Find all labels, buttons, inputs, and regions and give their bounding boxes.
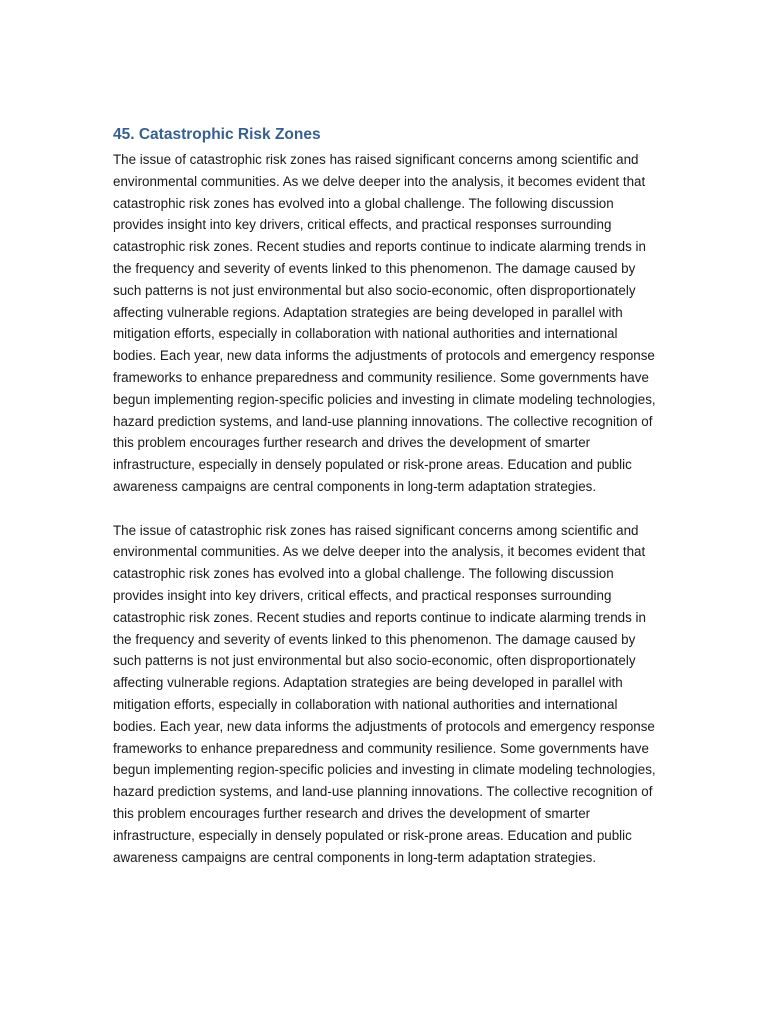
body-paragraph: The issue of catastrophic risk zones has raised significant concerns among scientific and environmental communities. As we delve deeper into the analysis, it becomes evident that catastrophic risk zones has evolved into a global challenge. The following discussion provides insight into key drivers, critical effects, and practical responses surrounding catastrophic risk zones. Recent studies and reports continue to indicate alarming trends in the frequency and severity of events linked to this phenomenon. The damage caused by such patterns is not just environmental but also socio-economic, often disproportionately affecting vulnerable regions. Adaptation strategies are being developed in parallel with mitigation efforts, especially in collaboration with national authorities and international bodies. Each year, new data informs the adjustments of protocols and emergency response frameworks to enhance preparedness and community resilience. Some governments have begun implementing region-specific policies and investing in climate modeling technologies, hazard prediction systems, and land-use planning innovations. The collective recognition of this problem encourages further research and drives the development of smarter infrastructure, especially in densely populated or risk-prone areas. Education and public awareness campaigns are central components in long-term adaptation strategies. <box>113 152 656 494</box>
document-page <box>113 124 658 868</box>
body-paragraph: The issue of catastrophic risk zones has raised significant concerns among scientific and environmental communities. As we delve deeper into the analysis, it becomes evident that catastrophic risk zones has evolved into a global challenge. The following discussion provides insight into key drivers, critical effects, and practical responses surrounding catastrophic risk zones. Recent studies and reports continue to indicate alarming trends in the frequency and severity of events linked to this phenomenon. The damage caused by such patterns is not just environmental but also socio-economic, often disproportionately affecting vulnerable regions. Adaptation strategies are being developed in parallel with mitigation efforts, especially in collaboration with national authorities and international bodies. Each year, new data informs the adjustments of protocols and emergency response frameworks to enhance preparedness and community resilience. Some governments have begun implementing region-specific policies and investing in climate modeling technologies, hazard prediction systems, and land-use planning innovations. The collective recognition of this problem encourages further research and drives the development of smarter infrastructure, especially in densely populated or risk-prone areas. Education and public awareness campaigns are central components in long-term adaptation strategies. <box>113 522 656 865</box>
section-heading: 45. Catastrophic Risk Zones <box>113 126 321 143</box>
